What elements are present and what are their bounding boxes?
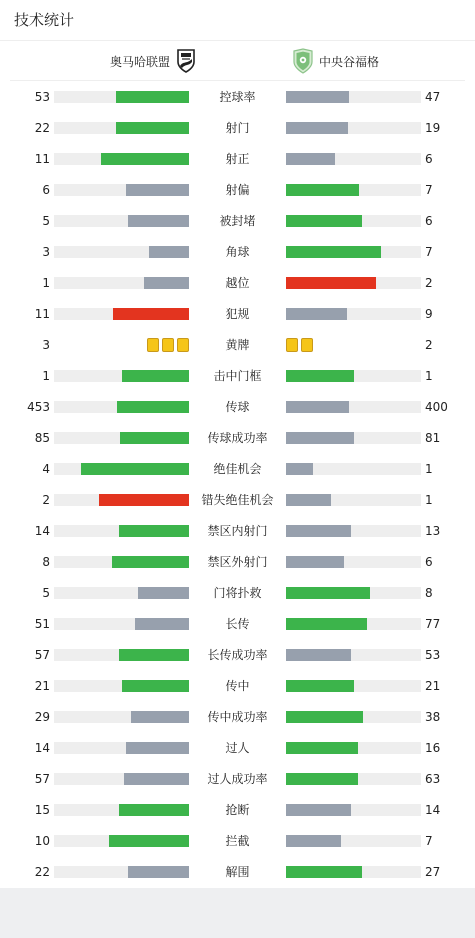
home-value: 453 [27, 400, 50, 414]
stat-row [0, 484, 475, 515]
stat-row [0, 670, 475, 701]
home-bar-track [54, 432, 189, 444]
stat-row [0, 422, 475, 453]
away-value: 81 [425, 431, 441, 445]
away-value: 2 [425, 338, 433, 352]
stat-row [0, 174, 475, 205]
stat-label: 解围 [225, 865, 250, 879]
stat-row [0, 701, 475, 732]
away-bar-fill [286, 463, 313, 475]
home-value: 14 [34, 524, 50, 538]
home-bar-track [54, 215, 189, 227]
home-bar-fill [113, 308, 189, 320]
away-bar-track [286, 246, 421, 258]
home-bar-track [54, 711, 189, 723]
away-team-logo-icon [292, 48, 314, 74]
away-bar-fill [286, 742, 358, 754]
away-bar-track [286, 742, 421, 754]
home-bar-fill [149, 246, 190, 258]
stat-row [0, 236, 475, 267]
home-bar-track [54, 184, 189, 196]
home-bar-fill [119, 804, 189, 816]
away-bar-fill [286, 308, 347, 320]
away-bar-track [286, 556, 421, 568]
stat-row [0, 453, 475, 484]
stat-label: 过人 [225, 741, 250, 755]
home-bar-track [54, 153, 189, 165]
away-bar-track [286, 773, 421, 785]
away-team[interactable] [292, 41, 379, 81]
away-bar-fill [286, 246, 381, 258]
away-value: 2 [425, 276, 433, 290]
away-value: 53 [425, 648, 441, 662]
away-bar-track [286, 370, 421, 382]
home-value: 6 [42, 183, 50, 197]
stat-row [0, 267, 475, 298]
away-team-name: 中央谷福格 [319, 54, 380, 69]
stat-label: 犯规 [225, 307, 250, 321]
home-bar-track [54, 370, 189, 382]
away-bar-track [286, 804, 421, 816]
home-bar-track [54, 525, 189, 537]
stat-row [0, 825, 475, 856]
away-bar-track [286, 525, 421, 537]
away-value: 1 [425, 493, 433, 507]
away-value: 400 [425, 400, 448, 414]
stat-row [0, 732, 475, 763]
away-value: 9 [425, 307, 433, 321]
away-value: 6 [425, 152, 433, 166]
home-value: 15 [34, 803, 50, 817]
home-bar-track [54, 494, 189, 506]
away-bar-fill [286, 711, 363, 723]
home-value: 11 [34, 152, 50, 166]
stat-label: 过人成功率 [207, 772, 268, 786]
home-value: 5 [42, 586, 50, 600]
away-bar-fill [286, 370, 354, 382]
stat-label: 拦截 [225, 834, 250, 848]
stat-label: 禁区外射门 [207, 555, 268, 569]
yellow-card-icon [301, 338, 313, 352]
home-value: 51 [34, 617, 50, 631]
away-value: 6 [425, 555, 433, 569]
home-bar-fill [112, 556, 189, 568]
stat-label: 传中 [225, 679, 250, 693]
away-bar-fill [286, 432, 354, 444]
away-value: 77 [425, 617, 441, 631]
home-value: 21 [34, 679, 50, 693]
away-bar-track [286, 463, 421, 475]
home-bar-track [54, 246, 189, 258]
stat-row [0, 391, 475, 422]
home-bar-track [54, 556, 189, 568]
home-value: 8 [42, 555, 50, 569]
home-value: 1 [42, 369, 50, 383]
stat-label: 长传成功率 [207, 648, 268, 662]
home-value: 10 [34, 834, 50, 848]
away-bar-track [286, 308, 421, 320]
stat-label: 错失绝佳机会 [201, 493, 274, 507]
home-value: 4 [42, 462, 50, 476]
stat-row [0, 639, 475, 670]
stat-row [0, 205, 475, 236]
home-team-logo-icon [175, 48, 197, 74]
home-bar-fill [119, 649, 189, 661]
home-value: 29 [34, 710, 50, 724]
home-value: 3 [42, 338, 50, 352]
away-value: 7 [425, 183, 433, 197]
away-bar-fill [286, 215, 362, 227]
away-bar-fill [286, 618, 367, 630]
away-value: 7 [425, 834, 433, 848]
stat-row [0, 763, 475, 794]
stat-row [0, 112, 475, 143]
home-bar-fill [128, 215, 189, 227]
home-value: 53 [34, 90, 50, 104]
away-value: 27 [425, 865, 441, 879]
away-bar-track [286, 432, 421, 444]
stat-label: 抢断 [225, 803, 250, 817]
home-bar-fill [131, 711, 189, 723]
away-bar-fill [286, 525, 351, 537]
stat-row [0, 515, 475, 546]
yellow-card-icon [162, 338, 174, 352]
home-value: 1 [42, 276, 50, 290]
home-bar-fill [116, 91, 189, 103]
stat-row [0, 546, 475, 577]
away-bar-fill [286, 835, 341, 847]
away-value: 13 [425, 524, 441, 538]
away-bar-fill [286, 277, 376, 289]
home-bar-track [54, 401, 189, 413]
away-bar-track [286, 122, 421, 134]
away-bar-track [286, 401, 421, 413]
home-bar-track [54, 463, 189, 475]
home-value: 11 [34, 307, 50, 321]
home-bar-fill [122, 680, 190, 692]
yellow-card-icon [147, 338, 159, 352]
home-bar-fill [81, 463, 189, 475]
away-value: 38 [425, 710, 441, 724]
home-value: 57 [34, 772, 50, 786]
home-bar-track [54, 680, 189, 692]
stat-label: 射正 [225, 152, 250, 166]
home-bar-track [54, 277, 189, 289]
home-bar-track [54, 649, 189, 661]
stat-row [0, 608, 475, 639]
home-bar-fill [99, 494, 189, 506]
home-bar-track [54, 835, 189, 847]
stat-row [0, 577, 475, 608]
stat-row [0, 143, 475, 174]
home-bar-track [54, 804, 189, 816]
home-bar-fill [126, 742, 189, 754]
home-bar-fill [120, 432, 189, 444]
away-bar-fill [286, 91, 349, 103]
stat-label: 越位 [225, 276, 250, 290]
home-yellow-cards [147, 338, 189, 352]
stat-row [0, 794, 475, 825]
away-bar-track [286, 184, 421, 196]
away-bar-fill [286, 866, 362, 878]
away-bar-track [286, 618, 421, 630]
stat-row [0, 298, 475, 329]
stat-label: 射偏 [225, 183, 250, 197]
away-value: 63 [425, 772, 441, 786]
away-bar-fill [286, 184, 359, 196]
stat-label: 绝佳机会 [213, 462, 262, 476]
away-bar-fill [286, 680, 354, 692]
away-value: 1 [425, 369, 433, 383]
away-bar-track [286, 835, 421, 847]
away-bar-fill [286, 587, 370, 599]
teams-header [10, 41, 465, 81]
home-bar-fill [128, 866, 189, 878]
away-value: 21 [425, 679, 441, 693]
away-value: 14 [425, 803, 441, 817]
yellow-card-icon [286, 338, 298, 352]
home-bar-track [54, 122, 189, 134]
home-bar-fill [101, 153, 189, 165]
away-bar-track [286, 680, 421, 692]
away-value: 47 [425, 90, 441, 104]
home-bar-track [54, 308, 189, 320]
stat-label: 禁区内射门 [207, 524, 268, 538]
away-bar-track [286, 153, 421, 165]
away-bar-fill [286, 494, 331, 506]
away-bar-track [286, 587, 421, 599]
away-bar-track [286, 277, 421, 289]
away-bar-fill [286, 556, 344, 568]
away-bar-fill [286, 153, 335, 165]
home-value: 2 [42, 493, 50, 507]
stat-label: 传球成功率 [207, 431, 268, 445]
away-bar-fill [286, 649, 351, 661]
home-bar-fill [124, 773, 189, 785]
stat-label: 传球 [225, 400, 250, 414]
stat-label: 角球 [225, 245, 250, 259]
stat-label: 长传 [225, 617, 250, 631]
home-value: 85 [34, 431, 50, 445]
away-bar-track [286, 494, 421, 506]
away-value: 1 [425, 462, 433, 476]
home-bar-fill [119, 525, 189, 537]
away-value: 19 [425, 121, 441, 135]
home-bar-fill [109, 835, 189, 847]
stat-label: 被封堵 [219, 214, 256, 228]
home-bar-track [54, 587, 189, 599]
home-bar-fill [144, 277, 189, 289]
home-team-name: 奥马哈联盟 [109, 54, 170, 69]
stat-label: 控球率 [219, 90, 256, 104]
away-value: 6 [425, 214, 433, 228]
home-bar-fill [116, 122, 189, 134]
home-bar-fill [122, 370, 190, 382]
home-value: 3 [42, 245, 50, 259]
stat-label: 射门 [225, 121, 250, 135]
stat-label: 黄牌 [225, 338, 250, 352]
home-value: 14 [34, 741, 50, 755]
away-bar-fill [286, 122, 348, 134]
stat-label: 传中成功率 [207, 710, 268, 724]
away-bar-track [286, 91, 421, 103]
stat-row [0, 360, 475, 391]
home-value: 5 [42, 214, 50, 228]
home-value: 22 [34, 865, 50, 879]
yellow-card-icon [177, 338, 189, 352]
home-bar-fill [126, 184, 189, 196]
home-value: 22 [34, 121, 50, 135]
stat-row [0, 81, 475, 112]
away-bar-track [286, 711, 421, 723]
page-title: 技术统计 [14, 11, 75, 29]
stat-row [0, 856, 475, 887]
stat-row [0, 329, 475, 360]
away-bar-fill [286, 401, 349, 413]
stats-list [0, 81, 475, 887]
away-bar-track [286, 649, 421, 661]
home-bar-track [54, 618, 189, 630]
away-bar-fill [286, 804, 351, 816]
home-bar-track [54, 773, 189, 785]
away-yellow-cards [286, 338, 313, 352]
home-value: 57 [34, 648, 50, 662]
away-bar-track [286, 866, 421, 878]
away-value: 16 [425, 741, 441, 755]
home-bar-fill [135, 618, 189, 630]
home-bar-track [54, 91, 189, 103]
home-bar-fill [117, 401, 189, 413]
home-team[interactable] [110, 41, 197, 81]
home-bar-track [54, 866, 189, 878]
away-value: 7 [425, 245, 433, 259]
home-bar-track [54, 742, 189, 754]
away-bar-track [286, 215, 421, 227]
stat-label: 击中门框 [213, 369, 262, 383]
away-value: 8 [425, 586, 433, 600]
stat-label: 门将扑救 [213, 586, 262, 600]
away-bar-fill [286, 773, 358, 785]
home-bar-fill [138, 587, 189, 599]
